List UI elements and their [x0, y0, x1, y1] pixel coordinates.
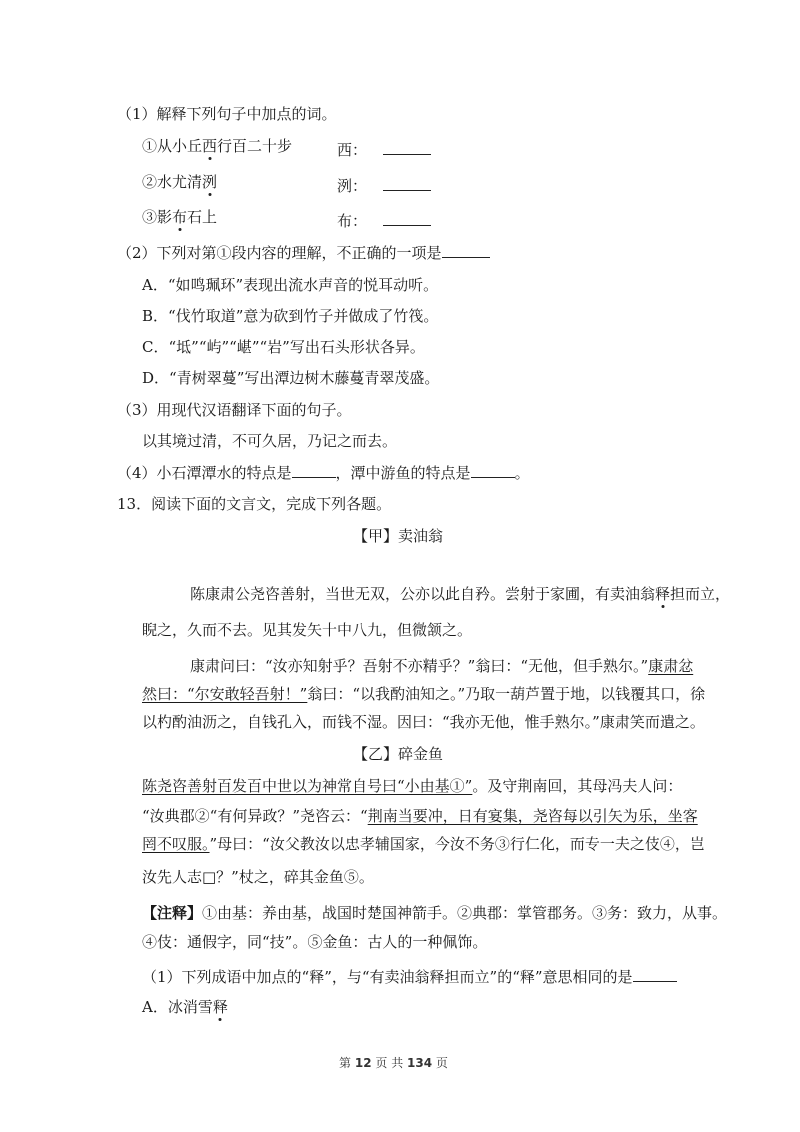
jia-p2-line3: 以杓酌油沥之，自钱孔入，而钱不湿。因曰：“我亦无他，惟手熟尔。”康肃笑而遣之。	[142, 713, 705, 731]
answer-blank[interactable]	[292, 463, 336, 478]
page-number: 12	[354, 1056, 372, 1070]
dotted-char: 释	[212, 998, 228, 1016]
q12-option-d: D．“青树翠蔓”写出潭边树木藤蔓青翠茂盛。	[142, 369, 440, 387]
q12-part3-prompt: （3）用现代汉语翻译下面的句子。	[117, 401, 352, 419]
jia-p1-line2: 睨之，久而不去。见其发矢十中八九，但微颔之。	[142, 621, 473, 639]
yi-title: 【乙】碎金鱼	[353, 745, 444, 763]
total-pages: 134	[407, 1056, 433, 1070]
page-footer: 第 12 页 共 134 页	[339, 1056, 448, 1070]
q12-part4-prompt: （4）小石潭潭水的特点是 ，潭中游鱼的特点是 。	[117, 464, 530, 482]
q12-option-a: A．“如鸣珮环”表现出流水声音的悦耳动听。	[142, 276, 439, 294]
q13-sub1-option-a: A．冰消雪释	[142, 998, 228, 1016]
yi-line4: 汝先人志□？”杖之，碎其金鱼⑤。	[142, 868, 374, 886]
dotted-char: 布	[172, 208, 188, 226]
answer-blank[interactable]	[633, 967, 677, 982]
q12-item-2-answer: 洌：	[337, 176, 431, 196]
answer-blank[interactable]	[383, 211, 431, 226]
q12-item-1: ①从小丘西行百二十步	[142, 137, 293, 155]
q12-part3-sentence: 以其境过清，不可久居，乃记之而去。	[142, 432, 398, 450]
note-line1: 【注释】①由基：养由基，战国时楚国神箭手。②典郡：掌管郡务。③务：致力，从事。	[142, 904, 728, 922]
jia-p1-line1: 陈康肃公尧咨善射，当世无双，公亦以此自矜。尝射于家圃，有卖油翁释担而立，	[190, 585, 731, 603]
yi-line2: “汝典郡②“有何异政？”尧咨云：“荆南当要冲，日有宴集，尧咨每以引矢为乐，坐客	[142, 807, 698, 825]
q12-part2-prompt: （2）下列对第①段内容的理解，不正确的一项是	[117, 243, 490, 263]
answer-blank[interactable]	[442, 243, 490, 258]
answer-blank[interactable]	[471, 463, 515, 478]
q13-heading: 13．阅读下面的文言文，完成下列各题。	[117, 495, 392, 513]
q13-sub1-prompt: （1）下列成语中加点的“释”，与“有卖油翁释担而立”的“释”意思相同的是	[142, 967, 677, 987]
answer-blank[interactable]	[383, 140, 431, 155]
jia-p2-line1: 康肃问曰：“汝亦知射乎？吾射不亦精乎？”翁曰：“无他，但手熟尔。”康肃忿	[190, 657, 694, 675]
q12-option-b: B．“伐竹取道”意为砍到竹子并做成了竹筏。	[142, 307, 439, 325]
jia-title: 【甲】卖油翁	[353, 527, 444, 545]
yi-line3: 罔不叹服。”母曰：“汝父教汝以忠孝辅国家，今汝不务③行仁化，而专一夫之伎④，岂	[142, 835, 705, 853]
q12-item-3-answer: 布：	[337, 211, 431, 231]
q12-item-1-answer: 西：	[337, 140, 431, 160]
dotted-char: 释	[655, 585, 671, 603]
q12-item-2: ②水尤清洌	[142, 173, 218, 191]
answer-blank[interactable]	[383, 176, 431, 191]
dotted-char: 洌	[202, 173, 218, 191]
q12-option-c: C．“坻”“屿”“嵁”“岩”写出石头形状各异。	[142, 338, 425, 356]
q12-part1-prompt: （1）解释下列句子中加点的词。	[117, 105, 337, 123]
note-label: 【注释】	[142, 904, 203, 922]
q12-item-3: ③影布石上	[142, 208, 218, 226]
note-line2: ④伎：通假字，同“技”。⑤金鱼：古人的一种佩饰。	[142, 933, 488, 951]
dotted-char: 西	[202, 137, 218, 155]
jia-p2-line2: 然曰：“尔安敢轻吾射！”翁曰：“以我酌油知之。”乃取一葫芦置于地，以钱覆其口，徐	[142, 685, 706, 703]
yi-line1: 陈尧咨善射百发百中世以为神常自号曰“小由基①”。及守荆南回，其母冯夫人问：	[142, 777, 683, 795]
